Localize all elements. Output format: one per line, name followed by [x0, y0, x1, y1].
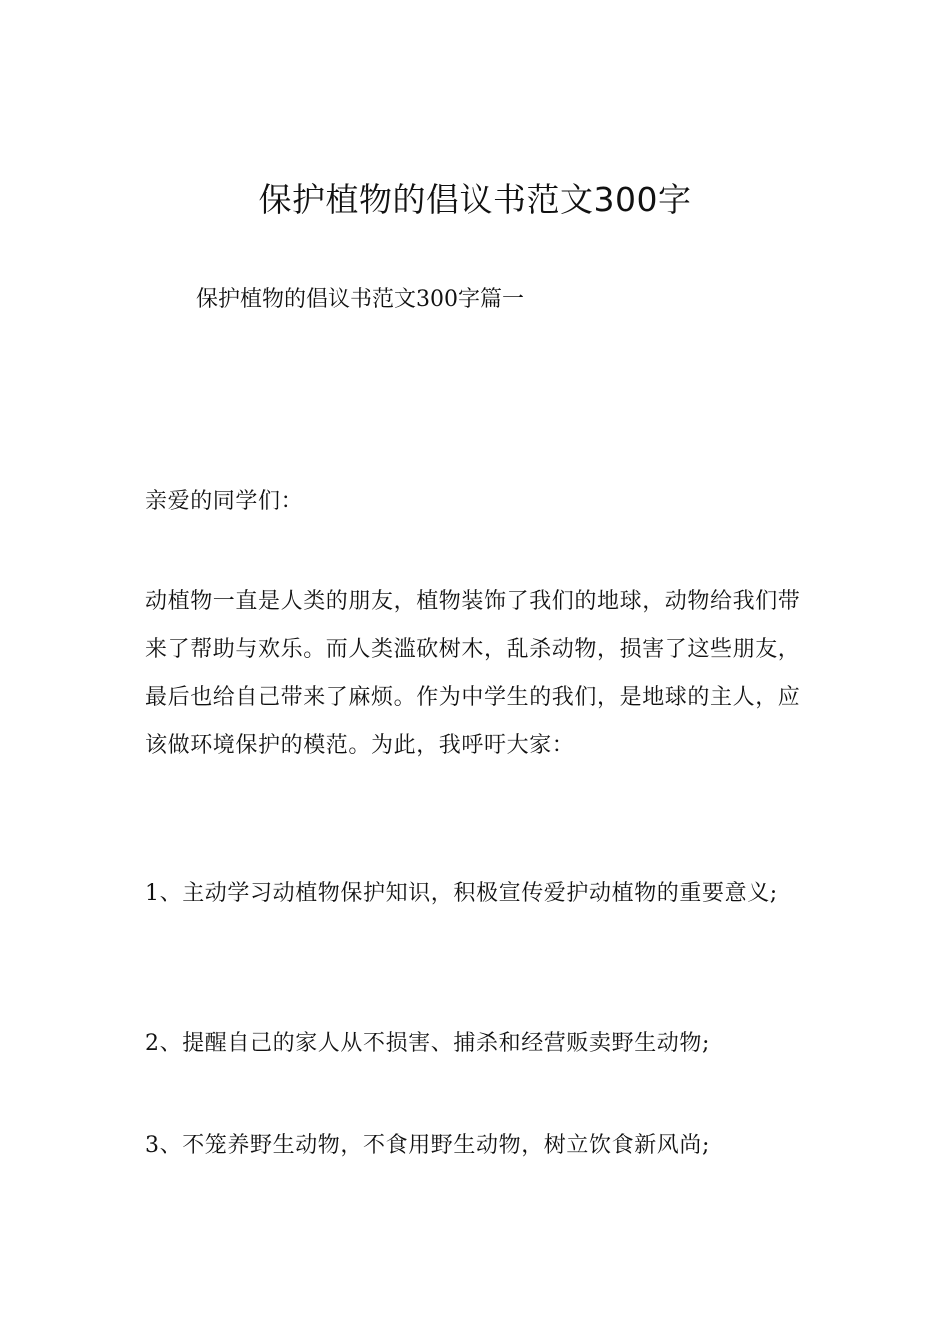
greeting-line: 亲爱的同学们： [145, 489, 304, 514]
intro-paragraph: 动植物一直是人类的朋友，植物装饰了我们的地球，动物给我们带来了帮助与欢乐。而人类滥砍树木，乱杀动物，损害了这些朋友，最后也给自己带来了麻烦。作为中学生的我们，是地球的主人，应该做环境保护的模范。为此，我呼吁大家： [145, 589, 801, 758]
document-title: 保护植物的倡议书范文300字 [258, 180, 692, 219]
section-heading: 保护植物的倡议书范文300字篇一 [196, 287, 524, 312]
list-item: 1、主动学习动植物保护知识，积极宣传爱护动植物的重要意义; [145, 881, 778, 906]
list-item: 2、提醒自己的家人从不损害、捕杀和经营贩卖野生动物; [145, 1031, 711, 1056]
list-item: 3、不笼养野生动物，不食用野生动物，树立饮食新风尚; [145, 1133, 711, 1158]
